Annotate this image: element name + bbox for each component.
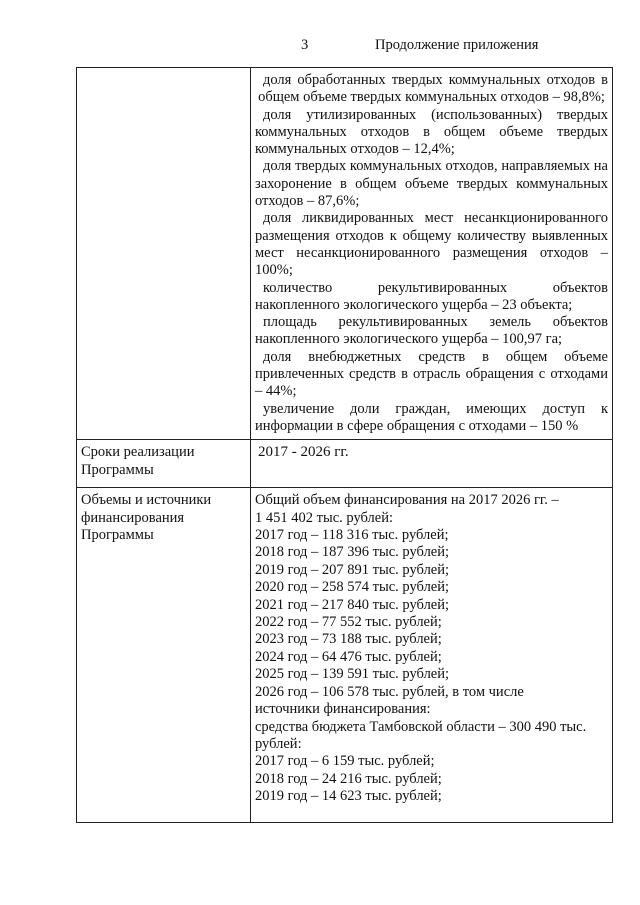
indicator-item: увеличение доли граждан, имеющих доступ к информации в сфере обращения с отходами – 150 %: [255, 400, 608, 434]
indicator-item: доля ликвидированных мест несанкционированного размещения отходов к общему количеству выявленных мест несанкционированного размещения отходов – 100%;: [255, 210, 608, 279]
funding-year-line: 2018 год – 187 396 тыс. рублей;: [255, 544, 450, 561]
funding-label-cell: [77, 488, 251, 823]
table-row-funding: [77, 488, 613, 823]
period-label: Сроки реализации Программы: [81, 444, 195, 478]
table-row-period: [77, 440, 613, 488]
page-number: 3: [301, 37, 309, 53]
indicator-item: количество рекультивированных объектов накопленного экологического ущерба – 23 объекта;: [255, 279, 608, 313]
page-header: [0, 37, 640, 57]
indicator-item: площадь рекультивированных земель объектов накопленного экологического ущерба – 100,97 га;: [255, 314, 608, 348]
funding-year-line: 2020 год – 258 574 тыс. рублей;: [255, 579, 450, 596]
period-value-cell: [251, 440, 613, 488]
period-value: 2017 - 2026 гг.: [258, 444, 349, 461]
funding-label: Объемы и источники финансирования Программы: [81, 492, 212, 543]
indicator-item: доля утилизированных (использованных) твердых коммунальных отходов в общем объеме твердых коммунальных отходов – 12,4%;: [255, 106, 608, 158]
page-caption: Продолжение приложения: [375, 37, 539, 53]
funding-year-line: 2024 год – 64 476 тыс. рублей;: [255, 648, 442, 665]
regional-year-line: 2018 год – 24 216 тыс. рублей;: [255, 770, 442, 787]
funding-year-line: 2025 год – 139 591 тыс. рублей;: [255, 666, 450, 683]
table-row-indicators: [77, 68, 613, 440]
indicator-item: доля обработанных твердых коммунальных отходов в общем объеме твердых коммунальных отходов – 98,8%;: [258, 72, 608, 106]
funding-year-line: 2023 год – 73 188 тыс. рублей;: [255, 631, 442, 648]
funding-block: [255, 492, 608, 805]
regional-year-line: 2017 год – 6 159 тыс. рублей;: [255, 753, 435, 770]
program-passport-table: [76, 67, 613, 823]
funding-sources-label: источники финансирования:: [255, 701, 431, 718]
funding-year-line: 2021 год – 217 840 тыс. рублей;: [255, 596, 450, 613]
funding-year-line: 2017 год – 118 316 тыс. рублей;: [255, 527, 449, 544]
funding-year-line: 2026 год – 106 578 тыс. рублей, в том числе: [255, 683, 524, 700]
indicators-cell: [251, 68, 613, 440]
funding-value-cell: [251, 488, 613, 823]
indicator-item: доля твердых коммунальных отходов, направляемых на захоронение в общем объеме твердых коммунальных отходов – 87,6%;: [255, 158, 608, 210]
period-label-cell: [77, 440, 251, 488]
regional-year-line: 2019 год – 14 623 тыс. рублей;: [255, 788, 442, 805]
funding-year-line: 2022 год – 77 552 тыс. рублей;: [255, 614, 442, 631]
regional-budget-line: средства бюджета Тамбовской области – 300 490 тыс.: [255, 718, 587, 735]
funding-total: 1 451 402 тыс. рублей:: [255, 509, 393, 526]
indicator-item: доля внебюджетных средств в общем объеме привлеченных средств в отрасль обращения с отходами – 44%;: [255, 348, 608, 400]
regional-budget-cont: рублей:: [255, 735, 302, 752]
indicator-list: [255, 72, 608, 435]
funding-intro: Общий объем финансирования на 2017 2026 гг. –: [255, 492, 559, 509]
funding-year-line: 2019 год – 207 891 тыс. рублей;: [255, 561, 450, 578]
indicators-label-cell: [77, 68, 251, 440]
